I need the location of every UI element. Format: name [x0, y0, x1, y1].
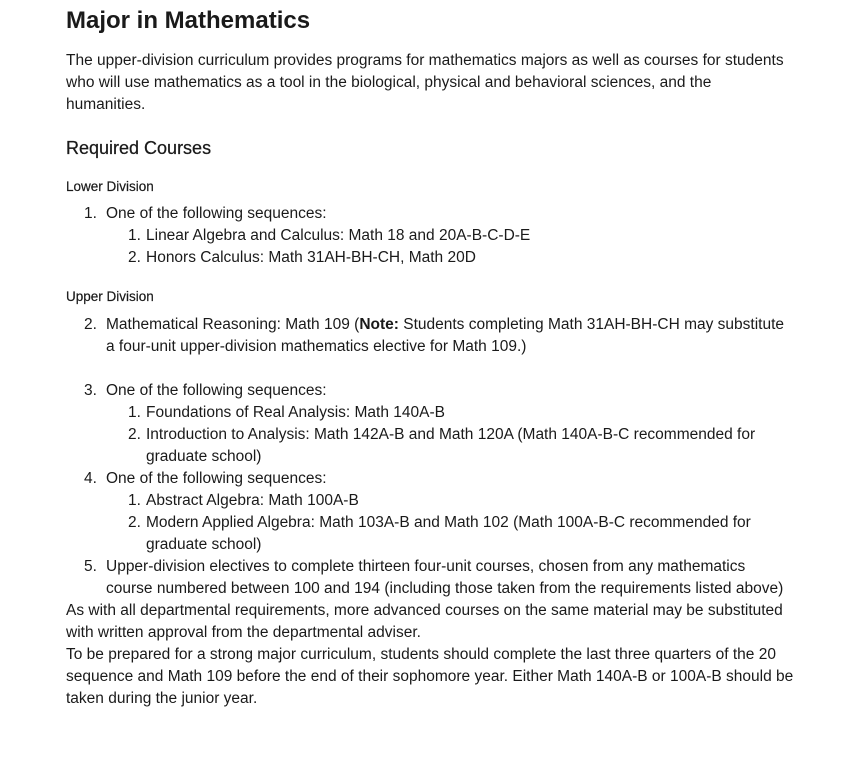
sub-list-item-text: Modern Applied Algebra: Math 103A-B and Math 102 (Math 100A-B-C recommended for graduate school) — [146, 514, 751, 553]
sub-list-number: 2. — [128, 249, 141, 266]
sub-list-item-text: Introduction to Analysis: Math 142A-B and Math 120A (Math 140A-B-C recommended for graduate school) — [146, 426, 756, 465]
page-title: Major in Mathematics — [66, 7, 311, 34]
list-item-text: Mathematical Reasoning: Math 109 ( — [106, 316, 360, 333]
sub-list-item — [106, 512, 794, 556]
sub-list-item — [106, 402, 794, 424]
list-item-text: Upper-division electives to complete thirteen four-unit courses, chosen from any mathematics course numbered between 100 and 194 (including those taken from the requirements listed above) — [106, 558, 784, 597]
sub-list — [106, 490, 794, 556]
list-number: 1. — [84, 205, 97, 222]
sub-list-number: 2. — [128, 426, 141, 443]
sub-list-item — [106, 247, 794, 269]
lower-division-heading: Lower Division — [66, 179, 154, 194]
sub-list-item-text: Linear Algebra and Calculus: Math 18 and 20A-B-C-D-E — [146, 227, 531, 244]
sub-list-number: 1. — [128, 227, 141, 244]
list-number: 2. — [84, 316, 97, 333]
intro-paragraph: The upper-division curriculum provides programs for mathematics majors as well as courses for students who will use mathematics as a tool in the biological, physical and behavioral sciences, and the humanities. — [66, 52, 784, 113]
sub-list-item-text: Foundations of Real Analysis: Math 140A-B — [146, 404, 445, 421]
list-item-text: One of the following sequences: — [106, 382, 327, 399]
list-item-text: One of the following sequences: — [106, 205, 327, 222]
note-label: Note: — [359, 316, 399, 333]
sub-list-item-text: Abstract Algebra: Math 100A-B — [146, 492, 359, 509]
sub-list — [106, 402, 794, 468]
list-item — [66, 203, 794, 269]
sub-list-item — [106, 424, 794, 468]
list-number: 3. — [84, 382, 97, 399]
sub-list-number: 2. — [128, 514, 141, 531]
list-item-text: One of the following sequences: — [106, 470, 327, 487]
lower-division-list — [66, 203, 794, 269]
list-item — [66, 314, 794, 358]
list-number: 4. — [84, 470, 97, 487]
required-courses-heading: Required Courses — [66, 138, 212, 158]
prep-paragraph: To be prepared for a strong major curriculum, students should complete the last three quarters of the 20 sequence and Math 109 before the end of their sophomore year. Either Math 140A-B or 100A-B should be taken during the junior year. — [66, 646, 794, 707]
sub-list-item-text: Honors Calculus: Math 31AH-BH-CH, Math 20D — [146, 249, 476, 266]
list-item-text-continued: Students completing Math 31AH-BH-CH may substitute a four-unit upper-division mathematics elective for Math 109.) — [106, 316, 784, 355]
sub-list — [106, 225, 794, 269]
list-item — [66, 556, 794, 600]
note-paragraph: As with all departmental requirements, more advanced courses on the same material may be substituted with written approval from the departmental adviser. — [66, 602, 783, 641]
list-item — [66, 468, 794, 556]
upper-division-list — [66, 314, 794, 600]
sub-list-item — [106, 490, 794, 512]
upper-division-heading: Upper Division — [66, 289, 154, 304]
list-number: 5. — [84, 558, 97, 575]
sub-list-number: 1. — [128, 404, 141, 421]
list-item — [66, 380, 794, 468]
sub-list-item — [106, 225, 794, 247]
sub-list-number: 1. — [128, 492, 141, 509]
